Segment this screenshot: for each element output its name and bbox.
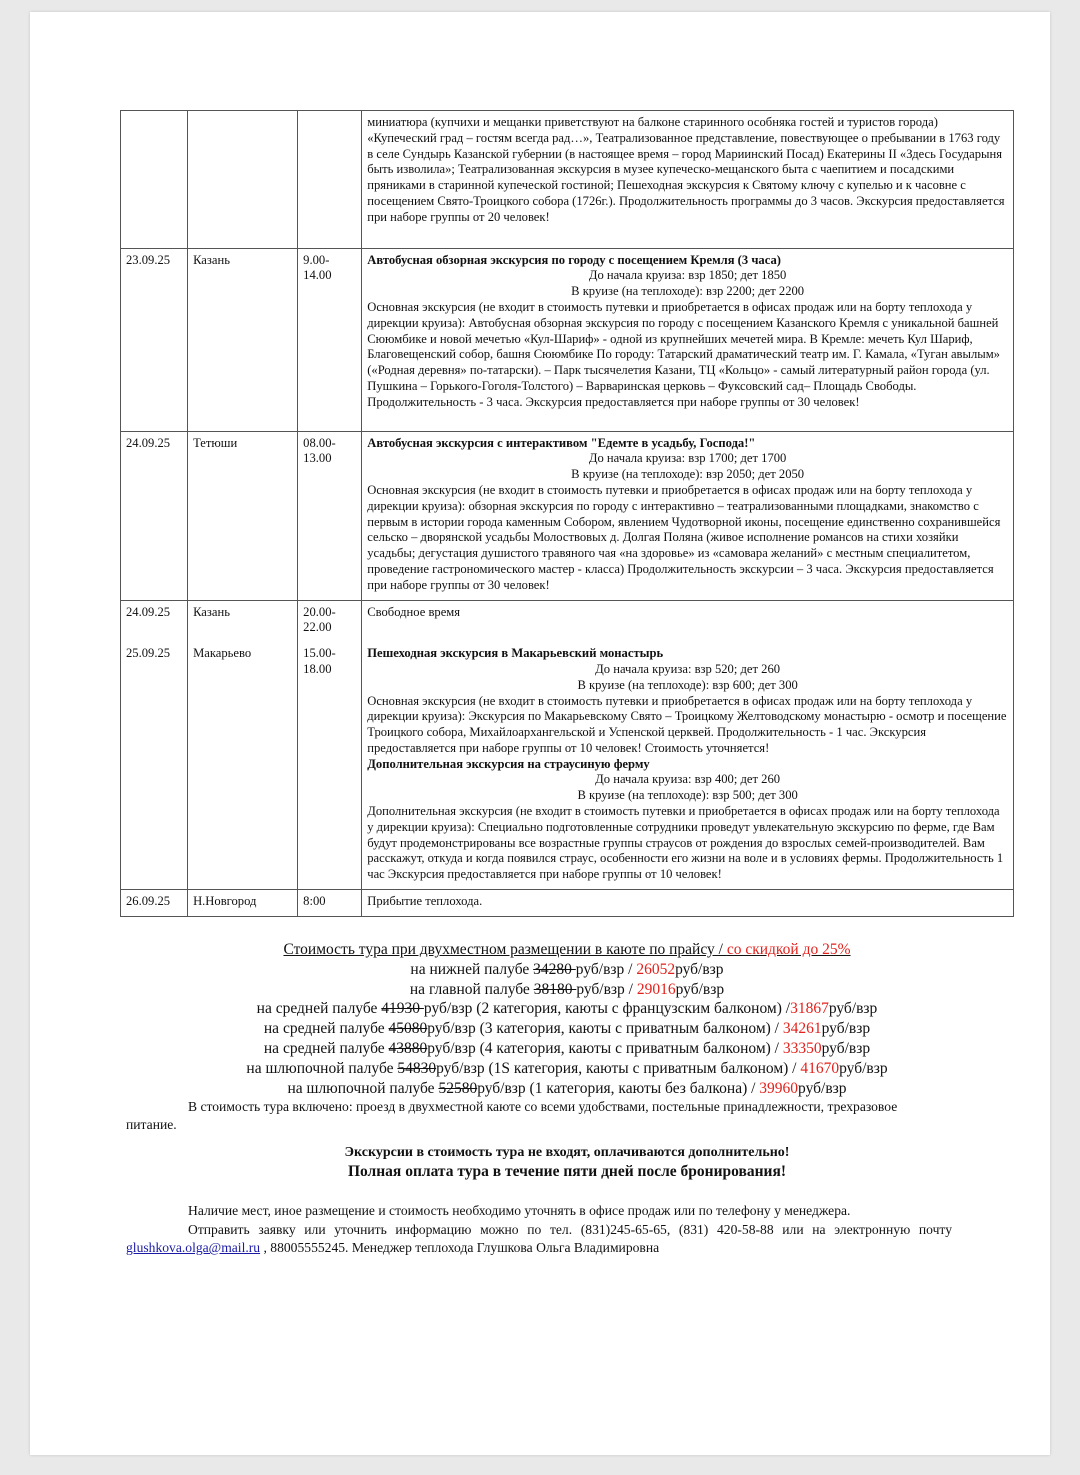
price-prefix: на средней палубе bbox=[263, 1020, 389, 1038]
discount-price: 31867 bbox=[790, 1000, 829, 1018]
unit: руб/взр bbox=[477, 1079, 526, 1097]
city-cell: Н.Новгород bbox=[188, 890, 298, 917]
time-cell: 9.00- 14.00 bbox=[298, 248, 362, 431]
table-row bbox=[121, 111, 1014, 249]
city-cell: Тетюши bbox=[188, 431, 298, 600]
price-before: До начала круиза: взр 1700; дет 1700 bbox=[588, 451, 787, 466]
extra-excursion-title: Дополнительная экскурсия на страусиную ферму bbox=[367, 756, 650, 771]
excursion-title: Автобусная экскурсия с интерактивом "Едемте в усадьбу, Господа!" bbox=[367, 435, 756, 450]
price-heading-text: Стоимость тура при двухместном размещении в каюте по прайсу / bbox=[283, 941, 727, 958]
table-row bbox=[121, 890, 1014, 917]
extra-price-before: До начала круиза: взр 400; дет 260 bbox=[595, 772, 781, 787]
price-suffix: (2 категория, каюты с французским балконом) / bbox=[472, 1000, 791, 1018]
discount-price: 26052 bbox=[636, 960, 676, 978]
price-prefix: на шлюпочной палубе bbox=[287, 1079, 439, 1097]
notice-excursions: Экскурсии в стоимость тура не входят, оплачиваются дополнительно! bbox=[344, 1145, 790, 1160]
date-cell: 26.09.25 bbox=[121, 890, 188, 917]
unit: руб/взр bbox=[575, 960, 625, 978]
discount-price: 41670 bbox=[800, 1059, 840, 1077]
extra-price-cruise: В круизе (на теплоходе): взр 500; дет 300 bbox=[577, 788, 798, 803]
old-price: 45080 bbox=[388, 1020, 428, 1038]
price-suffix: (1S категория, каюты с приватным балконом) / bbox=[484, 1059, 801, 1077]
email-link[interactable]: glushkova.olga@mail.ru bbox=[126, 1240, 261, 1255]
discount-label: со скидкой до 25% bbox=[726, 941, 851, 958]
time-cell: 15.00- 18.00 bbox=[298, 642, 362, 889]
discount-price: 34261 bbox=[782, 1020, 822, 1038]
itinerary-table bbox=[120, 110, 1014, 917]
price-line bbox=[120, 1039, 1014, 1059]
old-price: 43880 bbox=[388, 1039, 428, 1057]
price-line bbox=[120, 1079, 1014, 1099]
included-text: В стоимость тура включено: проезд в двухместной каюте со всеми удобствами, постельные принадлежности, трехразовое питание. bbox=[126, 1099, 898, 1132]
program-cell bbox=[362, 431, 1014, 600]
date-cell: 24.09.25 bbox=[121, 431, 188, 600]
price-list bbox=[120, 940, 1014, 1098]
old-price: 54830 bbox=[397, 1059, 437, 1077]
unit: руб/взр bbox=[423, 1000, 473, 1018]
availability-note: Наличие мест, иное размещение и стоимость необходимо уточнять в офисе продаж или по телефону у менеджера. bbox=[188, 1203, 851, 1218]
contact-info bbox=[126, 1202, 952, 1258]
contact-line bbox=[126, 1221, 952, 1258]
city-cell: Макарьево bbox=[188, 642, 298, 889]
discount-price: 33350 bbox=[782, 1039, 822, 1057]
price-line bbox=[120, 1019, 1014, 1039]
price-prefix: на средней палубе bbox=[263, 1039, 389, 1057]
price-prefix: на шлюпочной палубе bbox=[246, 1059, 398, 1077]
excursion-title: Автобусная обзорная экскурсия по городу с посещением Кремля (3 часа) bbox=[367, 252, 781, 267]
table-row bbox=[121, 642, 1014, 889]
excursion-description: Основная экскурсия (не входит в стоимость путевки и приобретается в офисах продаж или на борту теплохода у дирекции круиза): обзорная экскурсия по городу с интерактивно – театрализованными площадками, знакомство с первым в истории города каменным Собором, явлением Чудотворной иконы, посещение единственно сохранившейся сельско – дворянской усадьбы Молоствовых д. Долгая Поляна (живое исполнение романсов на стихи хозяйки усадьбы; дегустация душистого травяного чая «на здоровье» из «самовара желаний» с местным специалитетом, проведение гастрономического мастер - класса) Продолжительность экскурсии – 3 часа. Экскурсия предоставляется при наборе группы от 30 человек! bbox=[367, 482, 1001, 592]
price-prefix: на средней палубе bbox=[256, 1000, 382, 1018]
old-price: 34280 bbox=[533, 960, 576, 978]
table-row bbox=[121, 248, 1014, 431]
old-price: 38180 bbox=[533, 980, 577, 998]
unit: руб/взр bbox=[576, 980, 625, 998]
contact-text-end: , 88005555245. Менеджер теплохода Глушкова Ольга Владимировна bbox=[260, 1240, 660, 1255]
date-cell bbox=[121, 111, 188, 249]
price-before: До начала круиза: взр 1850; дет 1850 bbox=[588, 268, 787, 283]
price-line bbox=[120, 980, 1014, 1000]
price-suffix: / bbox=[624, 960, 637, 978]
program-cell: миниатюра (купчихи и мещанки приветствуют на балконе старинного особняка гостей и туристов города) «Купеческий град – гостям всегда рад…», Театрализованное представление, повествующее о пребывании в 1763 году в селе Сундырь Казанской губернии (в настоящее время – город Мариинский Посад) Екатерины II «Здесь Государыня быть изволила»; Театрализованная экскурсия в музее купеческо-мещанского быта с чаепитием и посадскими пряниками в старинной купеческой гостиной; Пешеходная экскурсия к Святому ключу с купелью и к часовне с посещением Свято-Троицкого собора (1726г.). Продолжительность программы до 3 часов. Экскурсия предоставляется при наборе группы от 20 человек! bbox=[362, 111, 1014, 249]
price-line bbox=[120, 999, 1014, 1019]
price-cruise: В круизе (на теплоходе): взр 600; дет 300 bbox=[577, 677, 798, 692]
price-cruise: В круизе (на теплоходе): взр 2050; дет 2050 bbox=[571, 467, 805, 482]
old-price: 41930 bbox=[381, 1000, 424, 1018]
contact-text: Отправить заявку или уточнить информацию можно по тел. (831)245-65-65, (831) 420-58-88 или на электронную почту bbox=[188, 1221, 952, 1237]
time-cell: 20.00- 22.00 bbox=[298, 600, 362, 642]
unit: руб/взр bbox=[821, 1039, 871, 1057]
program-cell: Прибытие теплохода. bbox=[362, 890, 1014, 917]
price-heading bbox=[120, 940, 1014, 960]
excursion-description: Основная экскурсия (не входит в стоимость путевки и приобретается в офисах продаж или на борту теплохода у дирекции круиза): Экскурсия по Макарьевскому Свято – Троицкому Желтоводскому монастырю - осмотр и посещение Троицкого собора, Михайлоархангельской и Успенской церквей. Продолжительность - 1 час. Экскурсия предоставляется при наборе группы от 10 человек! Стоимость уточняется! bbox=[367, 693, 1007, 755]
city-cell bbox=[188, 111, 298, 249]
price-line bbox=[120, 960, 1014, 980]
price-prefix: на главной палубе bbox=[409, 980, 534, 998]
discount-price: 39960 bbox=[759, 1079, 799, 1097]
document-page bbox=[30, 12, 1050, 1455]
table-row bbox=[121, 431, 1014, 600]
unit: руб/взр bbox=[675, 960, 724, 978]
discount-price: 29016 bbox=[636, 980, 676, 998]
city-cell: Казань bbox=[188, 248, 298, 431]
program-cell bbox=[362, 642, 1014, 889]
price-suffix: / bbox=[624, 980, 637, 998]
notice-payment: Полная оплата тура в течение пяти дней после бронирования! bbox=[347, 1163, 787, 1180]
price-cruise: В круизе (на теплоходе): взр 2200; дет 2200 bbox=[571, 284, 805, 299]
unit: руб/взр bbox=[798, 1079, 847, 1097]
price-before: До начала круиза: взр 520; дет 260 bbox=[595, 661, 781, 676]
table-row bbox=[121, 600, 1014, 642]
price-prefix: на нижней палубе bbox=[410, 960, 534, 978]
date-cell: 24.09.25 bbox=[121, 600, 188, 642]
excursion-description: Основная экскурсия (не входит в стоимость путевки и приобретается в офисах продаж или на борту теплохода у дирекции круиза): Автобусная обзорная экскурсия по городу с посещением Казанского Кремля с уникальной башней Сююмбике и новой мечетью «Кул-Шариф» - одной из крупнейших мечетей мира. В Кремле: мечеть Кул Шариф, Благовещенский собор, башня Сююмбике По городу: Татарский драматический театр им. Г. Камала, «Туган авылым» («Родная деревня» по-татарски). – Парк тысячелетия Казани, ТЦ «Кольцо» - самый литературный район города (ул. Пушкина – Горького-Гоголя-Толстого) – Варваринская церковь – Фуксовский сад– Площадь Свободы. Продолжительность - 3 часа. Экскурсия предоставляется при наборе группы от 30 человек! bbox=[367, 299, 1000, 409]
price-suffix: (3 категория, каюты с приватным балконом) / bbox=[475, 1020, 783, 1038]
unit: руб/взр bbox=[675, 980, 725, 998]
unit: руб/взр bbox=[821, 1020, 871, 1038]
time-cell: 08.00- 13.00 bbox=[298, 431, 362, 600]
price-suffix: (1 категория, каюты без балкона) / bbox=[525, 1079, 760, 1097]
excursion-title: Пешеходная экскурсия в Макарьевский монастырь bbox=[367, 646, 664, 661]
unit: руб/взр bbox=[427, 1020, 476, 1038]
date-cell: 25.09.25 bbox=[121, 642, 188, 889]
old-price: 52580 bbox=[438, 1079, 478, 1097]
price-suffix: (4 категория, каюты с приватным балконом) / bbox=[475, 1039, 783, 1057]
unit: руб/взр bbox=[436, 1059, 485, 1077]
time-cell bbox=[298, 111, 362, 249]
time-cell: 8:00 bbox=[298, 890, 362, 917]
unit: руб/взр bbox=[828, 1000, 878, 1018]
unit: руб/взр bbox=[839, 1059, 888, 1077]
city-cell: Казань bbox=[188, 600, 298, 642]
price-line bbox=[120, 1059, 1014, 1079]
program-cell: Свободное время bbox=[362, 600, 1014, 642]
date-cell: 23.09.25 bbox=[121, 248, 188, 431]
program-cell bbox=[362, 248, 1014, 431]
extra-excursion-description: Дополнительная экскурсия (не входит в стоимость путевки и приобретается в офисах продаж или на борту теплохода у дирекции круиза): Специально подготовленные сотрудники проведут увлекательную экскурсию по ферме, где Вам будут продемонстрированы все возрастные группы страусов от рождения до взрослых семей-производителей. Вам расскажут, откуда и когда появился страус, особенности его жизни на воле и в условиях фермы. Продолжительность 1 час Экскурсия предоставляется при наборе группы от 10 человек! bbox=[367, 804, 1004, 882]
unit: руб/взр bbox=[427, 1039, 476, 1057]
